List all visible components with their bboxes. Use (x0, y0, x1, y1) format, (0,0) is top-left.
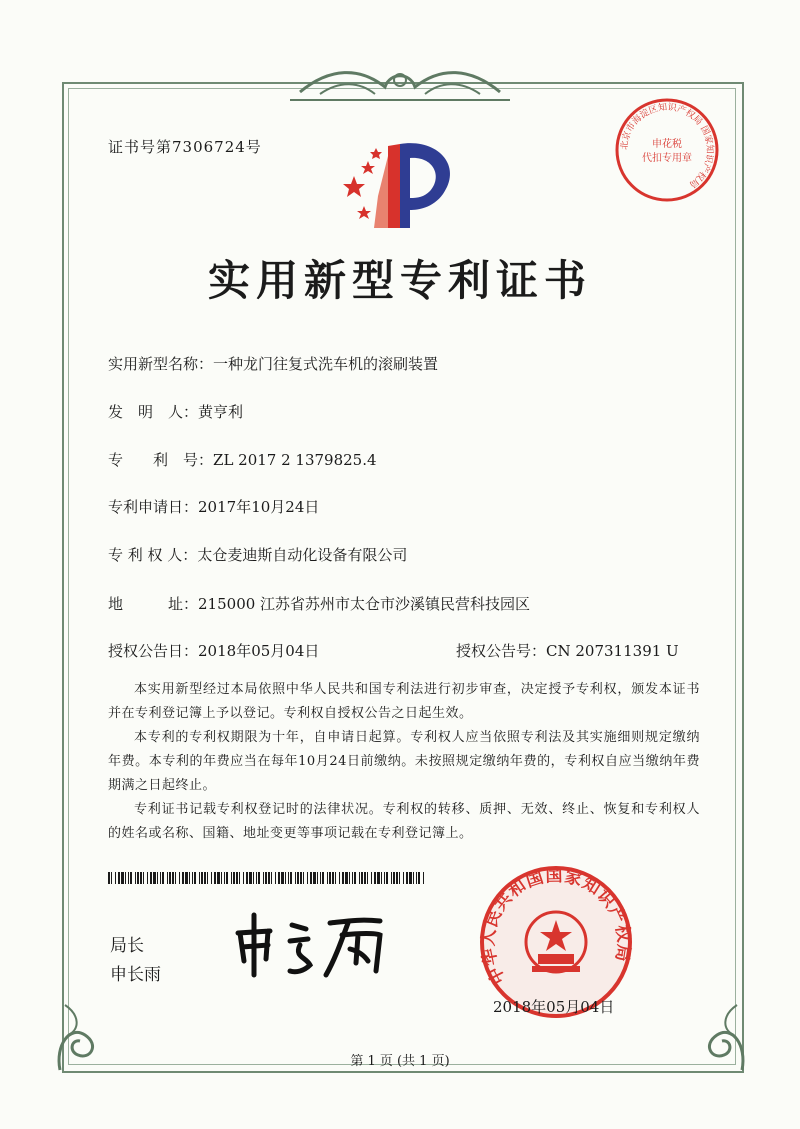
barcode-bar (393, 872, 395, 884)
barcode-bar (179, 872, 180, 884)
barcode-bar (211, 872, 212, 884)
barcode-bar (199, 872, 200, 884)
barcode-bar (416, 872, 417, 884)
patentee-row (108, 544, 407, 565)
barcode-bar (153, 872, 156, 884)
address-row (108, 593, 530, 614)
barcode-bar (396, 872, 398, 884)
barcode-bar (364, 872, 366, 884)
barcode-bar (374, 872, 376, 884)
utility-model-name-label: 实用新型名称： (108, 355, 214, 373)
handwritten-signature-icon (230, 905, 410, 985)
patent-office-logo-icon (338, 136, 468, 236)
address-value: 215000 江苏省苏州市太仓市沙溪镇民营科技园区 (198, 595, 531, 613)
barcode-bar (354, 872, 356, 884)
barcode-bar (278, 872, 280, 884)
barcode-bar (160, 872, 161, 884)
top-stamp-line1: 申花税 (652, 139, 682, 150)
barcode-bar (413, 872, 414, 884)
patent-number-value: ZL 2017 2 1379825.4 (213, 451, 377, 469)
barcode-bar (172, 872, 174, 884)
barcode-bar (381, 872, 382, 884)
barcode-bar (322, 872, 324, 884)
barcode-bar (281, 872, 284, 884)
barcode-bar (409, 872, 412, 884)
barcode-bar (111, 872, 112, 884)
barcode-bar (371, 872, 372, 884)
grant-number-row (456, 640, 679, 661)
barcode-bar (265, 872, 267, 884)
official-seal-ring-text: 中华人民共和国国家知识产权局 (478, 866, 634, 988)
barcode-bar (290, 872, 292, 884)
barcode-bar (275, 872, 276, 884)
barcode-bar (125, 872, 126, 884)
certificate-body (108, 678, 700, 846)
grant-date-row (108, 640, 319, 661)
barcode-bar (335, 872, 336, 884)
barcode-bar (150, 872, 152, 884)
barcode-bar (175, 872, 176, 884)
barcode-bar (403, 872, 404, 884)
signatory-name: 申长雨 (110, 965, 161, 985)
inventor-value: 黄亨利 (198, 403, 244, 421)
barcode-bar (239, 872, 240, 884)
top-ornament-icon (290, 62, 510, 106)
body-paragraph: 专利证书记载专利权登记时的法律状况。专利权的转移、质押、无效、终止、恢复和专利权人的姓名或名称、国籍、地址变更等事项记载在专利登记簿上。 (108, 802, 700, 841)
filing-date-value: 2017年10月24日 (198, 498, 320, 516)
seal-date: 2018年05月04日 (493, 998, 615, 1016)
barcode-bar (167, 872, 168, 884)
grant-date-label: 授权公告日： (108, 642, 199, 660)
barcode-bar (300, 872, 302, 884)
barcode-bar (352, 872, 353, 884)
barcode-bar (339, 872, 340, 884)
barcode-bar (256, 872, 257, 884)
barcode-bar (310, 872, 312, 884)
barcode-bar (249, 872, 252, 884)
barcode-bar (367, 872, 368, 884)
barcode-bar (391, 872, 392, 884)
barcode-bar (236, 872, 238, 884)
barcode-bar (384, 872, 385, 884)
barcode-bar (214, 872, 216, 884)
barcode-bar (221, 872, 222, 884)
barcode-bar (268, 872, 270, 884)
barcode-bar (224, 872, 225, 884)
barcode-bar (108, 872, 110, 884)
barcode-bar (182, 872, 184, 884)
top-stamp-ring-text: 北京市海淀区知识产权局 国家知识产权局 (619, 102, 715, 190)
barcode-bar (162, 872, 164, 884)
barcode-bar (231, 872, 232, 884)
body-paragraph: 本实用新型经过本局依照中华人民共和国专利法进行初步审查，决定授予专利权，颁发本证书并在专利登记簿上予以登记。专利权自授权公告之日起生效。 (108, 682, 700, 721)
barcode-bar (303, 872, 304, 884)
barcode-bar (359, 872, 360, 884)
barcode (108, 872, 424, 884)
barcode-bar (246, 872, 248, 884)
filing-date-label: 专利申请日： (108, 498, 199, 516)
barcode-bar (377, 872, 380, 884)
body-paragraph: 本专利的专利权期限为十年，自申请日起算。专利权人应当依照专利法及其实施细则规定缴纳年费。本专利的年费应当在每年10月24日前缴纳。未按照规定缴纳年费的，专利权自应当缴纳年费期满之日起终止。 (108, 730, 700, 793)
top-stamp-line2: 代扣专用章 (642, 153, 692, 164)
filing-date-row (108, 496, 319, 517)
barcode-bar (386, 872, 388, 884)
tax-withholding-stamp-icon (612, 95, 722, 205)
barcode-bar (118, 872, 120, 884)
utility-model-name-value: 一种龙门往复式洗车机的滚刷装置 (213, 355, 439, 373)
barcode-bar (345, 872, 348, 884)
barcode-bar (258, 872, 260, 884)
barcode-bar (204, 872, 206, 884)
barcode-bar (128, 872, 129, 884)
barcode-bar (253, 872, 254, 884)
barcode-bar (226, 872, 228, 884)
barcode-bar (189, 872, 190, 884)
barcode-bar (143, 872, 144, 884)
barcode-bar (157, 872, 158, 884)
barcode-bar (399, 872, 400, 884)
patent-number-row (108, 449, 377, 470)
barcode-bar (185, 872, 188, 884)
barcode-bar (313, 872, 316, 884)
patentee-value: 太仓麦迪斯自动化设备有限公司 (197, 546, 408, 564)
barcode-bar (194, 872, 196, 884)
barcode-bar (327, 872, 328, 884)
patent-number-label: 专 利 号： (108, 451, 214, 469)
barcode-bar (271, 872, 272, 884)
grant-number-value: CN 207311391 U (546, 642, 679, 660)
barcode-bar (317, 872, 318, 884)
barcode-bar (297, 872, 299, 884)
barcode-bar (207, 872, 208, 884)
barcode-bar (233, 872, 235, 884)
barcode-bar (307, 872, 308, 884)
barcode-bar (130, 872, 132, 884)
barcode-bar (320, 872, 321, 884)
barcode-bar (121, 872, 124, 884)
barcode-bar (263, 872, 264, 884)
barcode-bar (285, 872, 286, 884)
barcode-bar (423, 872, 424, 884)
barcode-bar (115, 872, 116, 884)
inventor-row (108, 401, 243, 422)
barcode-bar (243, 872, 244, 884)
barcode-bar (201, 872, 203, 884)
barcode-bar (361, 872, 363, 884)
barcode-bar (329, 872, 331, 884)
barcode-bar (406, 872, 408, 884)
barcode-bar (137, 872, 139, 884)
barcode-bar (342, 872, 344, 884)
grant-date-value: 2018年05月04日 (198, 642, 320, 660)
patentee-label: 专 利 权 人： (108, 546, 198, 564)
signature-title: 局长 (110, 936, 144, 956)
barcode-bar (135, 872, 136, 884)
grant-number-label: 授权公告号： (456, 642, 547, 660)
barcode-bar (192, 872, 193, 884)
barcode-bar (332, 872, 334, 884)
certificate-number: 证书号第7306724号 (108, 138, 262, 156)
barcode-bar (169, 872, 171, 884)
barcode-bar (418, 872, 420, 884)
barcode-bar (147, 872, 148, 884)
certificate-title: 实用新型专利证书 (207, 256, 592, 305)
inventor-label: 发 明 人： (108, 403, 199, 421)
barcode-bar (140, 872, 142, 884)
address-label: 地 址： (108, 595, 199, 613)
barcode-bar (217, 872, 220, 884)
barcode-bar (288, 872, 289, 884)
utility-model-name-row (108, 353, 438, 374)
barcode-bar (295, 872, 296, 884)
page-number: 第 1 页 (共 1 页) (350, 1054, 450, 1069)
barcode-bar (349, 872, 350, 884)
